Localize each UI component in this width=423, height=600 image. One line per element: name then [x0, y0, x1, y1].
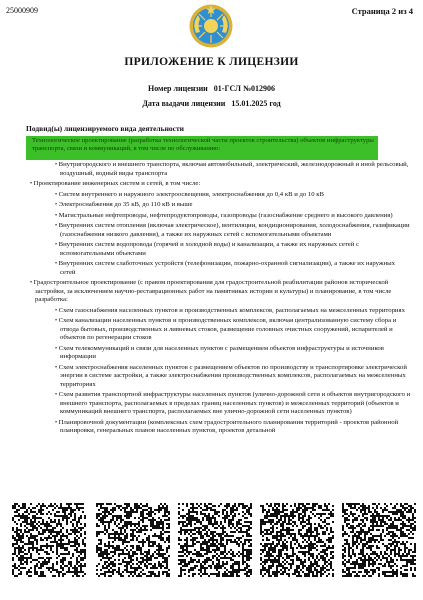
- list-item-text: Планировочной документации (комплексных схем градостроительного планирования территорий - проектов районной планировки, генеральных планов населенных пунктов, проектов детальной: [58, 418, 399, 434]
- list-item: [42, 419, 412, 436]
- qr-code-2: [96, 503, 170, 577]
- list-item-text: Внутренних систем отопления (включая электрическое), вентиляции, кондиционирования, холодоснабжения, газификации (газоснабжения низкого давления), а также их наружных сетей с вспомогательными объектами: [58, 222, 410, 238]
- bullet-icon: •: [55, 242, 59, 248]
- bullet-icon: •: [55, 345, 59, 352]
- license-number-value: 01-ГСЛ №012906: [213, 84, 276, 93]
- bullet-icon: •: [55, 162, 59, 168]
- license-number-label: Номер лицензии: [147, 84, 208, 93]
- bullet-icon: •: [55, 364, 59, 371]
- page-number: Страница 2 из 4: [351, 6, 413, 16]
- list-item-text: Внутригородского и внешнего транспорта, включая автомобильный, электрический, железнодорожный и иной рельсовый, воздушный, водный виды транспорта: [58, 161, 409, 177]
- bullet-icon: •: [55, 261, 59, 267]
- list-item: [42, 317, 412, 343]
- qr-code-3: [178, 503, 252, 577]
- qr-code-4: [260, 503, 334, 577]
- list-item-text: Внутренних систем слаботочных устройств (телефонизации, пожарно-охранной сигнализации), а также их наружных сетей: [58, 260, 395, 276]
- list-item-text: Схем газоснабжения населенных пунктов и производственных комплексов, располагаемых на межселенных территориях: [58, 306, 405, 314]
- bullet-icon: •: [55, 318, 59, 324]
- list-item: [42, 212, 412, 221]
- bullet-icon: •: [30, 280, 34, 286]
- bullet-icon: •: [55, 202, 59, 208]
- list-item-text: Электроснабжения до 35 кВ, до 110 кВ и выше: [58, 201, 193, 208]
- document-number: 25000909: [6, 6, 38, 15]
- bullet-icon: •: [30, 181, 34, 187]
- list-item-text: Градостроительное проектирование (с правом проектирования для градостроительной реабилитации районов исторической застройки, за исключением научно-реставрационных работ на памятниках истории и культуры) и планирование, в том числе разработка:: [33, 279, 392, 303]
- bullet-icon: •: [55, 392, 59, 398]
- license-date-label: Дата выдачи лицензии: [142, 99, 226, 108]
- list-item-text: Схем телекоммуникаций и связи для населенных пунктов с размещением объектов инфраструктуры и источников информации: [58, 344, 384, 360]
- list-item-text: Внутренних систем водопровода (горячей и холодной воды) и канализации, а также их наружных сетей с вспомогательными объектами: [58, 241, 359, 257]
- list-item: [42, 345, 412, 362]
- list-item: [42, 222, 412, 239]
- list-item: [42, 364, 412, 390]
- list-item: [42, 201, 412, 210]
- highlighted-item: [26, 136, 378, 160]
- list-item-text: Магистральные нефтепроводы, нефтепродуктопроводы, газопроводы (газоснабжение среднего и высокого давления): [58, 211, 393, 219]
- highlighted-item-text: Технологическое проектирование (разработка технологической части проектов строительства) объектов инфраструктуры транспорта, связи и коммуникаций, в том числе по обслуживанию:: [32, 137, 374, 152]
- list-item-section: [26, 180, 412, 189]
- list-item-section: [26, 279, 412, 305]
- list-item: [42, 391, 412, 417]
- qr-code-1: [12, 503, 86, 577]
- list-item-text: Схем электроснабжения населенных пунктов с размещением объектов по производству и транспортировке электрической энергии в системе застройки, а также электроснабжения производственных комплексов, располагаемых на межселенных территориях: [58, 363, 407, 388]
- list-item-text: Схем канализации населенных пунктов и производственных комплексов, включая централизованную систему сбора и отвода бытовых, производственных и ливневых стоков, размещение головных очистных сооружений, испарителей и объектов по регенерации стоков: [58, 317, 397, 341]
- license-date-value: 15.01.2025 год: [231, 99, 281, 108]
- list-item: [42, 191, 412, 200]
- activity-list: [26, 161, 412, 438]
- section-heading: Подвид(ы) лицензируемого вида деятельности: [26, 124, 184, 133]
- bullet-icon: •: [55, 307, 59, 314]
- bullet-icon: •: [55, 419, 59, 426]
- qr-code-5: [342, 503, 416, 577]
- list-item: [42, 161, 412, 178]
- bullet-icon: •: [55, 191, 59, 198]
- license-date-row: [0, 99, 423, 108]
- license-number-row: [0, 84, 423, 93]
- state-emblem-icon: [188, 3, 234, 49]
- list-item: [42, 307, 412, 316]
- list-item: [42, 241, 412, 258]
- list-item: [42, 260, 412, 277]
- list-item-text: Схем развития транспортной инфраструктуры населенных пунктов (улично-дорожной сети и объектов внутригородского и внешнего транспорта, располагаемых в пределах границ населенных пунктов) и межселенных территорий (объектов и коммуникаций внешнего транспорта, располагаемых вне улично-дорожной сети населенных пунктов): [58, 391, 411, 415]
- list-item-text: Систем внутреннего и наружного электроосвещения, электроснабжения до 0,4 кВ и до 10 кВ: [58, 190, 324, 198]
- list-item-text: Проектирование инженерных систем и сетей, в том числе:: [33, 180, 201, 187]
- bullet-icon: •: [55, 223, 59, 229]
- document-title: ПРИЛОЖЕНИЕ К ЛИЦЕНЗИИ: [124, 56, 299, 68]
- bullet-icon: •: [55, 212, 59, 219]
- qr-code-row: [12, 503, 412, 577]
